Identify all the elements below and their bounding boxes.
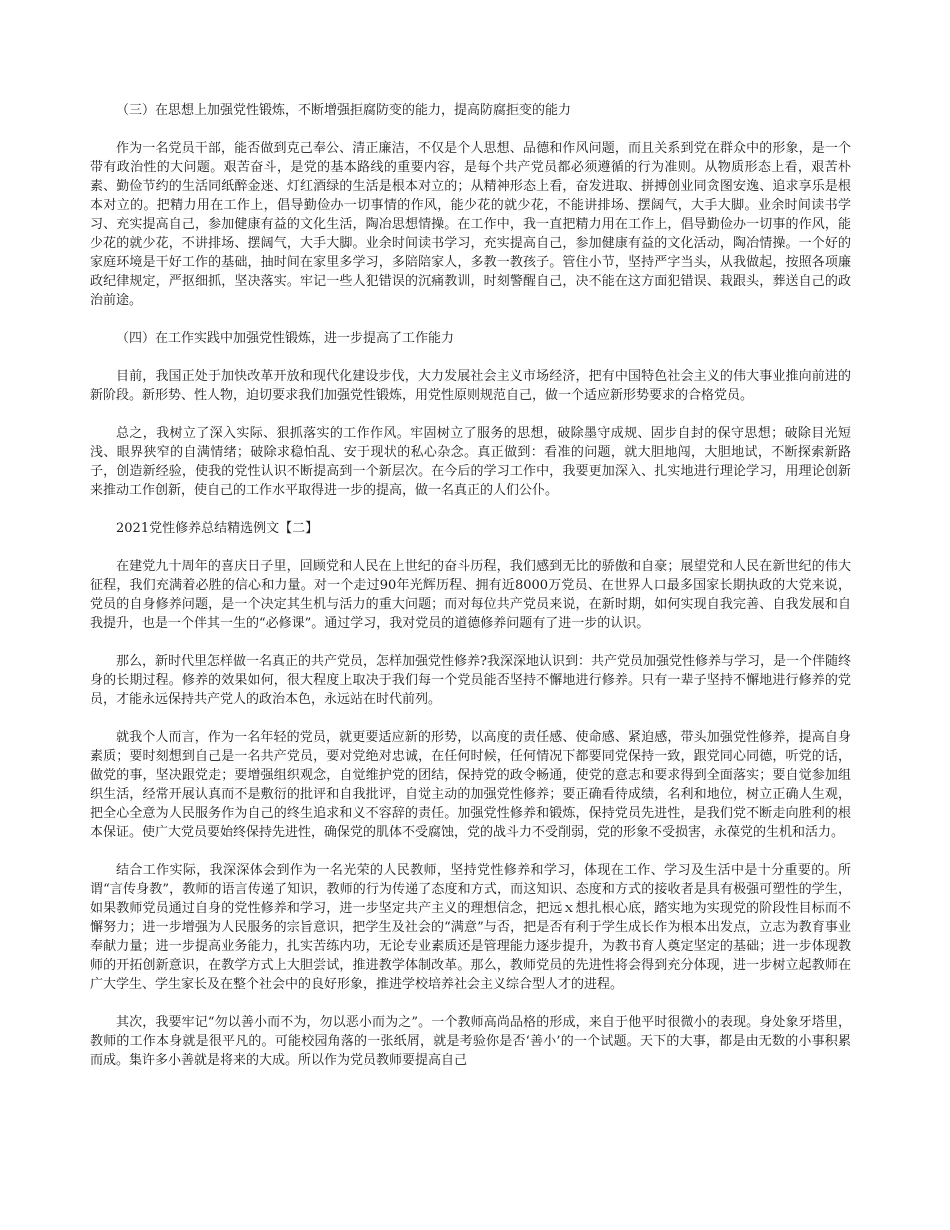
spacer <box>90 709 851 728</box>
paragraph: 结合工作实际，我深深体会到作为一名光荣的人民教师，坚持党性修养和学习，体现在工作、学习及生活中是十分重要的。所谓“言传身教”，教师的语言传递了知识，教师的行为传递了态度和方式，而这知识、态度和方式的接收者是具有极强可塑性的学生，如果教师党员通过自身的党性修养和学习，进一步坚定共产主义的理想信念，把远ｘ想扎根心底，踏实地为实现党的阶段性目标而不懈努力；进一步增强为人民服务的宗旨意识，把学生及社会的“满意”与否，把是否有利于学生成长作为根本出发点，立志为教育事业奉献力量；进一步提高业务能力，扎实苦练内功，无论专业素质还是管理能力逐步提升，为教书育人奠定坚定的基础；进一步体现教师的开拓创新意识，在教学方式上大胆尝试，推进教学体制改革。那么，教师党员的先进性将会得到充分体现，进一步树立起教师在广大学生、学生家长及在整个社会中的良好形象，推进学校培养社会主义综合型人才的进程。 <box>90 863 851 992</box>
spacer <box>90 500 851 519</box>
paragraph: 就我个人而言，作为一名年轻的党员，就更要适应新的形势，以高度的责任感、使命感、紧迫感，带头加强党性修养，提高自身素质；要时刻想到自己是一名共产党员，要对党绝对忠诚，在任何时候，任何情况下都要同党保持一致，跟党同心同德，听党的话，做党的事，坚决跟党走；要增强组织观念，自觉维护党的团结，保持党的政令畅通，使党的意志和要求得到全面落实；要自觉参加组织生活，经常开展认真而不是敷衍的批评和自我批评，自觉主动的加强党性修养；要正确看待成绩，名利和地位，树立正确人生观，把全心全意为人民服务作为自己的终生追求和义不容辞的责任。加强党性修养和锻炼，保持党员先进性，是我们党不断走向胜利的根本保证。使广大党员要始终保持先进性，确保党的肌体不受腐蚀，党的战斗力不受削弱，党的形象不受损害，永葆党的生机和活力。 <box>90 730 851 840</box>
paragraph: 其次，我要牢记“勿以善小而不为，勿以恶小而为之”。一个教师高尚品格的形成，来自于他平时很微小的表现。身处象牙塔里，教师的工作本身就是很平凡的。可能校园角落的一张纸屑，就是考验你是否‘善小’的一个试题。天下的大事，都是由无数的小事积累而成。集许多小善就是将来的大成。所以作为党员教师要提高自己 <box>90 1015 851 1068</box>
document-page <box>90 101 851 1070</box>
spacer <box>90 538 851 557</box>
example-title: 2021党性修养总结精选例文【二】 <box>116 521 319 536</box>
paragraph: 那么，新时代里怎样做一名真正的共产党员，怎样加强党性修养?我深深地认识到：共产党员加强党性修养与学习，是一个伴随终身的长期过程。修养的效果如何，很大程度上取决于我们每一个党员能否坚持不懈地进行修养。只有一辈子坚持不懈地进行修养的党员，才能永远保持共产党人的政治本色，永远站在时代前列。 <box>90 654 851 707</box>
section-heading-3: （三）在思想上加强党性锻炼，不断增强拒腐防变的能力，提高防腐拒变的能力 <box>116 103 572 118</box>
section-heading-4: （四）在工作实践中加强党性锻炼，进一步提高了工作能力 <box>116 331 455 346</box>
spacer <box>90 120 851 139</box>
spacer <box>90 842 851 861</box>
spacer <box>90 633 851 652</box>
spacer <box>90 310 851 329</box>
paragraph: 在建党九十周年的喜庆日子里，回顾党和人民在上世纪的奋斗历程，我们感到无比的骄傲和自豪；展望党和人民在新世纪的伟大征程，我们充满着必胜的信心和力量。对一个走过90年光辉历程、拥有近8000万党员、在世界人口最多国家长期执政的大党来说，党员的自身修养问题，是一个决定其生机与活力的重大问题；而对每位共产党员来说，在新时期，如何实现自我完善、自我发展和自我提升，也是一个伴其一生的“必修课”。通过学习，我对党员的道德修养问题有了进一步的认识。 <box>90 559 851 631</box>
spacer <box>90 994 851 1013</box>
paragraph: 目前，我国正处于加快改革开放和现代化建设步伐，大力发展社会主义市场经济，把有中国特色社会主义的伟大事业推向前进的新阶段。新形势、性人物，迫切要求我们加强党性锻炼，用党性原则规范自己，做一个适应新形势要求的合格党员。 <box>90 369 851 403</box>
paragraph: 总之，我树立了深入实际、狠抓落实的工作作风。牢固树立了服务的思想，破除墨守成规、固步自封的保守思想；破除目光短浅、眼界狭窄的自满情绪；破除求稳怕乱、安于现状的私心杂念。真正做到：看准的问题，就大胆地闯，大胆地试，不断探索新路子，创造新经验，使我的党性认识不断提高到一个新层次。在今后的学习工作中，我要更加深入、扎实地进行理论学习，用理论创新来推动工作创新，使自己的工作水平取得进一步的提高，做一名真正的人们公仆。 <box>90 426 851 498</box>
paragraph: 作为一名党员干部，能否做到克己奉公、清正廉洁，不仅是个人思想、品德和作风问题，而且关系到党在群众中的形象，是一个带有政治性的大问题。艰苦奋斗，是党的基本路线的重要内容，是每个共产党员都必须遵循的行为准则。从物质形态上看，艰苦朴素、勤俭节约的生活同纸醉金迷、灯红酒绿的生活是根本对立的；从精神形态上看，奋发进取、拼搏创业同贪图安逸、追求享乐是根本对立的。把精力用在工作上，倡导勤俭办一切事情的作风，能少花的就少花，不能讲排场、摆阔气，大手大脚。业余时间读书学习、充实提高自己，参加健康有益的文化生活，陶冶思想情操。在工作中，我一直把精力用在工作上，倡导勤俭办一切事的作风，能少花的就少花，不讲排场、摆阔气，大手大脚。业余时间读书学习，充实提高自己，参加健康有益的文化活动，陶冶情操。一个好的家庭环境是干好工作的基础，抽时间在家里多学习，多陪陪家人，多教一教孩子。管住小节，坚持严字当头，从我做起，按照各项廉政纪律规定，严抠细抓，坚决落实。牢记一些人犯错误的沉痛教训，时刻警醒自己，决不能在这方面犯错误、栽跟头，葬送自己的政治前途。 <box>90 141 851 308</box>
spacer <box>90 348 851 367</box>
spacer <box>90 405 851 424</box>
